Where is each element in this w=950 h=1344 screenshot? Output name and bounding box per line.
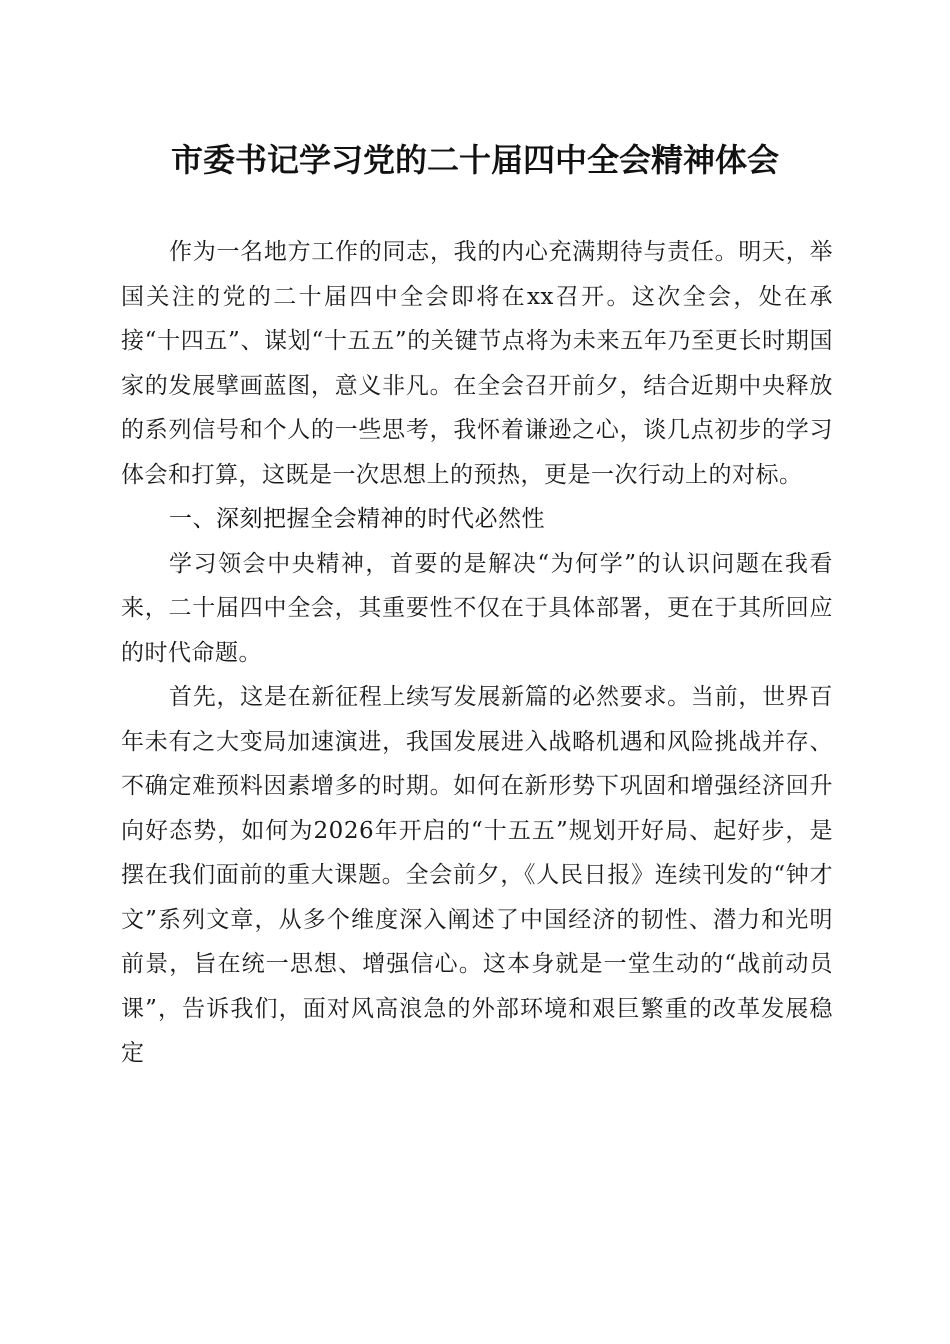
intro-paragraph: 作为一名地方工作的同志，我的内心充满期待与责任。明天，举国关注的党的二十届四中全会即将在xx召开。这次全会，处在承接“十四五”、谋划“十五五”的关键节点将为未来五年乃至更长时期国家的发展擘画蓝图，意义非凡。在全会召开前夕，结合近期中央释放的系列信号和个人的一些思考，我怀着谦逊之心，谈几点初步的学习体会和打算，这既是一次思想上的预热，更是一次行动上的对标。 (121, 239, 833, 488)
section-heading: 一、深刻把握全会精神的时代必然性 (169, 506, 545, 532)
document-body (121, 230, 833, 1076)
body-paragraph: 学习领会中央精神，首要的是解决“为何学”的认识问题在我看来，二十届四中全会，其重要性不仅在于具体部署，更在于其所回应的时代命题。 (121, 550, 833, 666)
document-title: 市委书记学习党的二十届四中全会精神体会 (170, 141, 779, 179)
body-paragraph: 首先，这是在新征程上续写发展新篇的必然要求。当前，世界百年未有之大变局加速演进，我国发展进入战略机遇和风险挑战并存、不确定难预料因素增多的时期。如何在新形势下巩固和增强经济回升向好态势，如何为2026年开启的“十五五”规划开好局、起好步，是摆在我们面前的重大课题。全会前夕，《人民日报》连续刊发的“钟才文”系列文章，从多个维度深入阐述了中国经济的韧性、潜力和光明前景，旨在统一思想、增强信心。这本身就是一堂生动的“战前动员课”，告诉我们，面对风高浪急的外部环境和艰巨繁重的改革发展稳定 (121, 684, 833, 1066)
